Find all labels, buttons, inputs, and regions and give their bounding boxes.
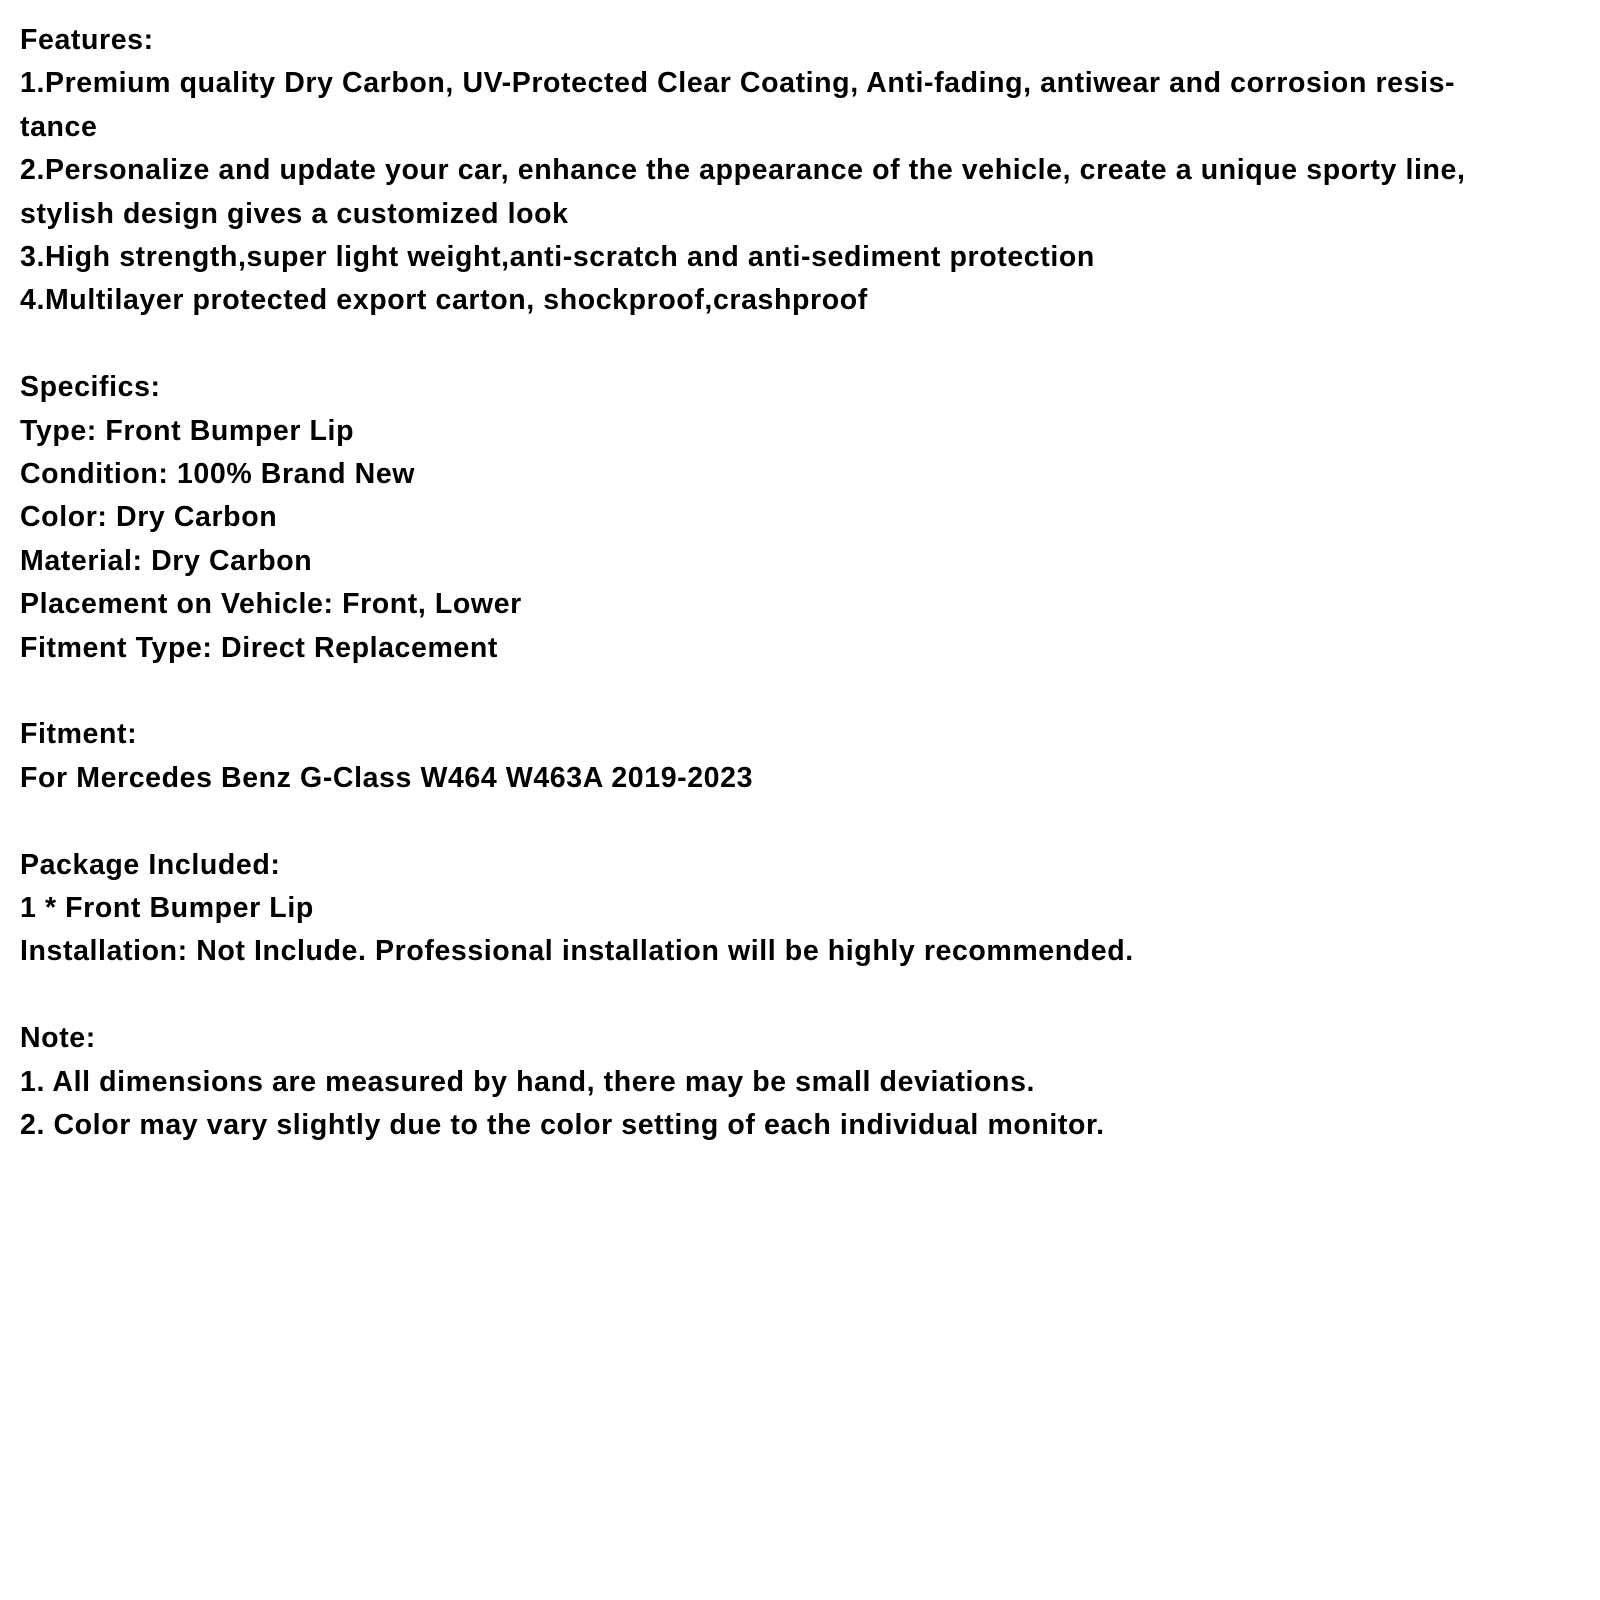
section-heading: Specifics: — [20, 371, 161, 404]
specifics-item: Condition: 100% Brand New — [20, 458, 416, 491]
specifics-item: Fitment Type: Direct Replacement — [20, 631, 498, 664]
features-item: stylish design gives a customized look — [20, 197, 569, 230]
features-item: 4.Multilayer protected export carton, shockproof,crashproof — [20, 284, 868, 317]
specifics-item: Placement on Vehicle: Front, Lower — [20, 588, 522, 621]
section-heading: Package Included: — [20, 848, 281, 881]
product-description — [20, 19, 1580, 1191]
features-section — [20, 19, 1580, 323]
features-item: 3.High strength,super light weight,anti-scratch and anti-sediment protection — [20, 241, 1095, 274]
specifics-item: Color: Dry Carbon — [20, 501, 278, 534]
specifics-item: Material: Dry Carbon — [20, 544, 313, 577]
section-heading: Note: — [20, 1022, 96, 1055]
section-heading: Fitment: — [20, 718, 138, 751]
specifics-section — [20, 366, 1580, 670]
note-section — [20, 1017, 1580, 1147]
features-item: 2.Personalize and update your car, enhance the appearance of the vehicle, create a unique sporty line, — [20, 154, 1466, 187]
features-item: 1.Premium quality Dry Carbon, UV-Protected Clear Coating, Anti-fading, antiwear and corrosion resis- — [20, 67, 1456, 100]
package-section — [20, 844, 1580, 974]
fitment-item: For Mercedes Benz G-Class W464 W463A 2019-2023 — [20, 761, 754, 794]
section-heading: Features: — [20, 24, 154, 56]
features-item: tance — [20, 110, 98, 143]
note-item: 1. All dimensions are measured by hand, there may be small deviations. — [20, 1065, 1036, 1098]
package-item: Installation: Not Include. Professional installation will be highly recommended. — [20, 935, 1134, 968]
fitment-section — [20, 713, 1580, 800]
note-item: 2. Color may vary slightly due to the color setting of each individual monitor. — [20, 1109, 1105, 1142]
specifics-item: Type: Front Bumper Lip — [20, 414, 355, 447]
package-item: 1 * Front Bumper Lip — [20, 892, 314, 925]
